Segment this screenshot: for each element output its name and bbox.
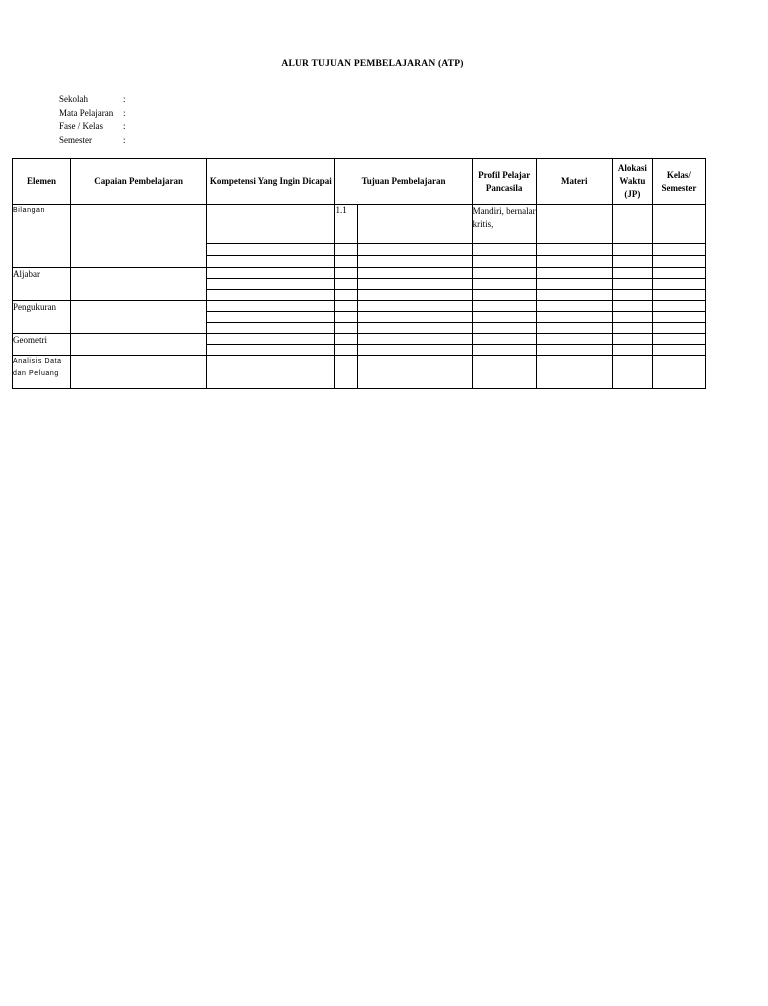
info-label: Sekolah — [59, 94, 88, 104]
header-materi: Materi — [536, 159, 612, 205]
capaian-cell — [71, 268, 207, 301]
elemen-analisis: Analisis Data dan Peluang — [13, 356, 71, 389]
table-row — [13, 268, 706, 279]
kelas-cell — [652, 205, 705, 244]
capaian-cell — [71, 205, 207, 268]
info-label: Fase / Kelas — [59, 121, 103, 131]
header-capaian: Capaian Pembelajaran — [71, 159, 207, 205]
atp-table — [12, 158, 706, 389]
header-profil: Profil Pelajar Pancasila — [472, 159, 536, 205]
table-row — [13, 205, 706, 244]
document-title: ALUR TUJUAN PEMBELAJARAN (ATP) — [281, 59, 464, 69]
info-label: Semester — [59, 134, 92, 145]
header-tujuan: Tujuan Pembelajaran — [335, 159, 472, 205]
materi-cell — [536, 205, 612, 244]
alokasi-cell — [612, 205, 652, 244]
tp-number: 1.1 — [335, 205, 358, 244]
capaian-cell — [71, 334, 207, 356]
profil-cell: Mandiri, bernalar kritis, — [472, 205, 536, 244]
table-row — [13, 301, 706, 312]
info-colon: : — [123, 134, 126, 145]
tujuan-cell — [358, 205, 472, 244]
kompetensi-cell — [207, 205, 335, 244]
elemen-geometri: Geometri — [13, 334, 71, 356]
header-kelas: Kelas/ Semester — [652, 159, 705, 205]
info-label: Mata Pelajaran — [59, 107, 114, 118]
elemen-aljabar: Aljabar — [13, 268, 71, 301]
capaian-cell — [71, 356, 207, 389]
header-row — [13, 159, 706, 205]
capaian-cell — [71, 301, 207, 334]
table-row — [13, 356, 706, 389]
elemen-bilangan: Bilangan — [13, 205, 71, 268]
info-colon: : — [123, 121, 126, 131]
header-elemen: Elemen — [13, 159, 71, 205]
elemen-pengukuran: Pengukuran — [13, 301, 71, 334]
table-row — [13, 334, 706, 345]
info-colon: : — [123, 94, 126, 104]
info-colon: : — [123, 107, 126, 118]
header-kompetensi: Kompetensi Yang Ingin Dicapai — [207, 159, 335, 205]
header-alokasi: Alokasi Waktu (JP) — [612, 159, 652, 205]
